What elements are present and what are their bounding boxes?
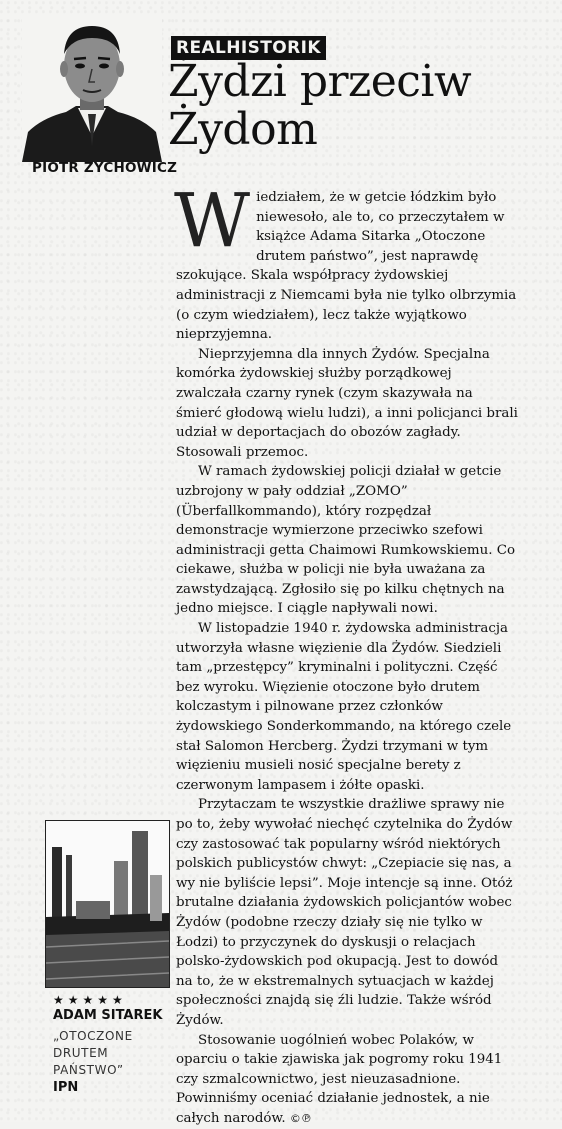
book-cover-image [45,820,170,988]
article-headline [168,58,548,154]
book-author: ADAM SITAREK [53,1008,163,1023]
book-publisher: IPN [53,1080,79,1095]
paragraph-4: W listopadzie 1940 r. żydowska administracja utworzyła własne więzienie dla Żydów. Siedzieli tam „przestępcy” kryminalni i polityczni. Część bez wyroku. Więzienie otoczone było drutem kolczastym i pilnowane przez członków żydowskiego Sonderkommando, na którego czele stał Salomon Hercberg. Żydzi trzymani w tym więzieniu musieli nosić specjalne berety z czerwonym lampasem i żółte opaski. [176,621,512,793]
book-title-line-3: PAŃSTWO” [53,1063,124,1077]
paragraph-5: Przytaczam te wszystkie drażliwe sprawy nie po to, żeby wywołać niechęć czytelnika do Żydów czy zastosować tak popularny wśród niektórych polskich publicystów chwyt: „Czepiacie się nas, a wy nie byliście lepsi”. Moje intencje są inne. Otóż brutalne działania żydowskich policjantów wobec Żydów (podobne rzeczy działy się nie tylko w Łodzi) to przyczynek do dyskusji o relacjach polsko-żydowskich pod okupacją. Jest to dowód na to, że w ekstremalnych sytuacjach w każdej społeczności znajdą się źli ludzie. Także wśród Żydów. [176,797,513,1028]
rating-stars: ★★★★★ [53,993,127,1007]
copyright-mark: ©℗ [289,1111,312,1125]
paragraph-6: Stosowanie uogólnień wobec Polaków, w oparciu o takie zjawiska jak pogromy roku 1941 czy szmalcownictwo, jest nieuzasadnione. Powinniśmy oceniać działanie jednostek, a nie całych narodów. [176,1032,503,1126]
paragraph-1: iedziałem, że w getcie łódzkim było niewesoło, ale to, co przeczytałem w książce Adama Sitarka „Otoczone drutem państwo”, jest naprawdę szokujące. Skala współpracy żydowskiej administracji z Niemcami była nie tylko olbrzymia (o czym wiedziałem), lecz także wyjątkowo nieprzyjemna. [176,190,517,343]
paragraph-3: W ramach żydowskiej policji działał w getcie uzbrojony w pały oddział „ZOMO” (Überfallkommando), który rozpędzał demonstracje wymierzone przeciwko szefowi administracji getta Chaimowi Rumkowskiemu. Co ciekawe, służba w policji nie była uważana za zawstydzającą. Zgłosiło się po kilku chętnych na jedno miejsce. I ciągle napływali nowi. [176,464,516,617]
article-body [174,178,518,1129]
headline-line-1: Żydzi przeciw [168,56,472,107]
author-portrait [22,14,162,162]
book-title-line-2: DRUTEM [53,1046,109,1060]
paragraph-2: Nieprzyjemna dla innych Żydów. Specjalna komórka żydowskiej służby porządkowej zwalczała czarny rynek (czym skazywała na śmierć głodową wielu ludzi), a inni policjanci brali udział w deportacjach do obozów zagłady. Stosowali przemoc. [176,346,518,460]
book-title [53,1028,163,1079]
dropcap: W [174,178,251,264]
headline-line-2: Żydom [168,104,318,155]
column-tag: REALHISTORIK [171,36,326,60]
book-title-line-1: „OTOCZONE [53,1029,133,1043]
author-name: PIOTR ZYCHOWICZ [32,160,178,176]
